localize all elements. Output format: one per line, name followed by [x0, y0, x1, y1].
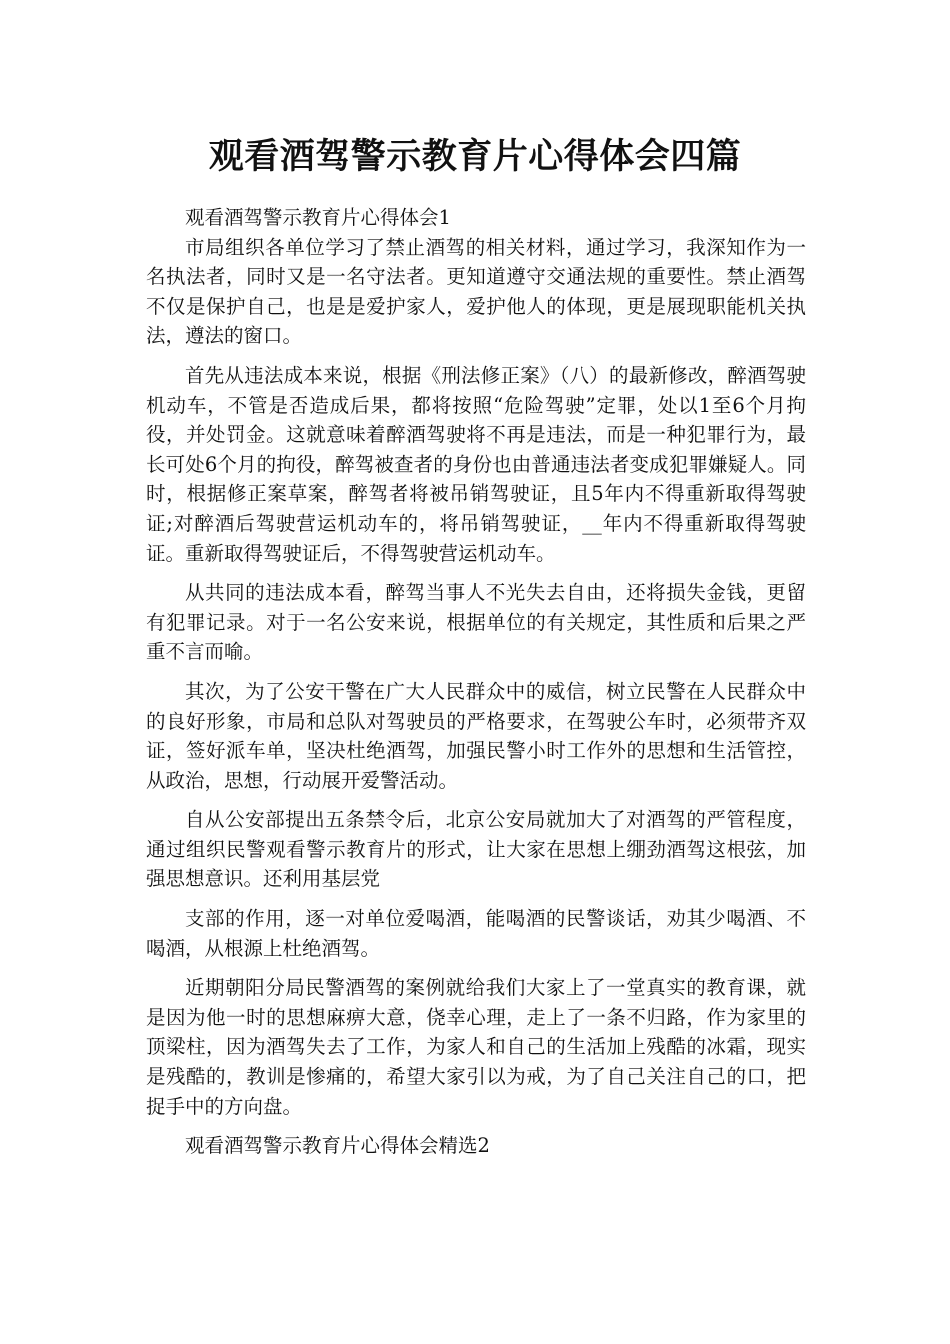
paragraph: 首先从违法成本来说，根据《刑法修正案》（八）的最新修改，醉酒驾驶机动车，不管是否造成后果，都将按照“危险驾驶”定罪，处以1至6个月拘役，并处罚金。这就意味着醉酒驾驶将不再是违法，而是一种犯罪行为，最长可处6个月的拘役，醉驾被查者的身份也由普通违法者变成犯罪嫌疑人。同时，根据修正案草案，醉驾者将被吊销驾驶证，且5年内不得重新取得驾驶证;对醉酒后驾驶营运机动车的，将吊销驾驶证，__年内不得重新取得驾驶证。重新取得驾驶证后，不得驾驶营运机动车。 [146, 363, 806, 565]
paragraph: 从共同的违法成本看，醉驾当事人不光失去自由，还将损失金钱，更留有犯罪记录。对于一名公安来说，根据单位的有关规定，其性质和后果之严重不言而喻。 [146, 581, 806, 664]
paragraph: 其次，为了公安干警在广大人民群众中的威信，树立民警在人民群众中的良好形象，市局和总队对驾驶员的严格要求，在驾驶公车时，必须带齐双证，签好派车单，坚决杜绝酒驾，加强民警小时工作外的思想和生活管控，从政治，思想，行动展开爱警活动。 [146, 679, 806, 792]
document-title: 观看酒驾警示教育片心得体会四篇 [208, 137, 742, 177]
section-heading-1: 观看酒驾警示教育片心得体会1 [185, 206, 451, 229]
paragraph: 自从公安部提出五条禁令后，北京公安局就加大了对酒驾的严管程度，通过组织民警观看警示教育片的形式，让大家在思想上绷劲酒驾这根弦，加强思想意识。还利用基层党 [146, 808, 806, 891]
document-body [146, 203, 806, 1161]
paragraph: 支部的作用，逐一对单位爱喝酒，能喝酒的民警谈话，劝其少喝酒、不喝酒，从根源上杜绝酒驾。 [146, 907, 806, 960]
paragraph: 近期朝阳分局民警酒驾的案例就给我们大家上了一堂真实的教育课，就是因为他一时的思想麻痹大意，侥幸心理，走上了一条不归路，作为家里的顶梁柱，因为酒驾失去了工作，为家人和自己的生活加上残酷的冰霜，现实是残酷的，教训是惨痛的，希望大家引以为戒，为了自己关注自己的口，把捉手中的方向盘。 [146, 976, 806, 1118]
paragraph: 市局组织各单位学习了禁止酒驾的相关材料，通过学习，我深知作为一名执法者，同时又是一名守法者。更知道遵守交通法规的重要性。禁止酒驾不仅是保护自己，也是是爱护家人，爱护他人的体现，更是展现职能机关执法，遵法的窗口。 [146, 235, 806, 348]
section-heading-2: 观看酒驾警示教育片心得体会精选2 [185, 1134, 490, 1158]
